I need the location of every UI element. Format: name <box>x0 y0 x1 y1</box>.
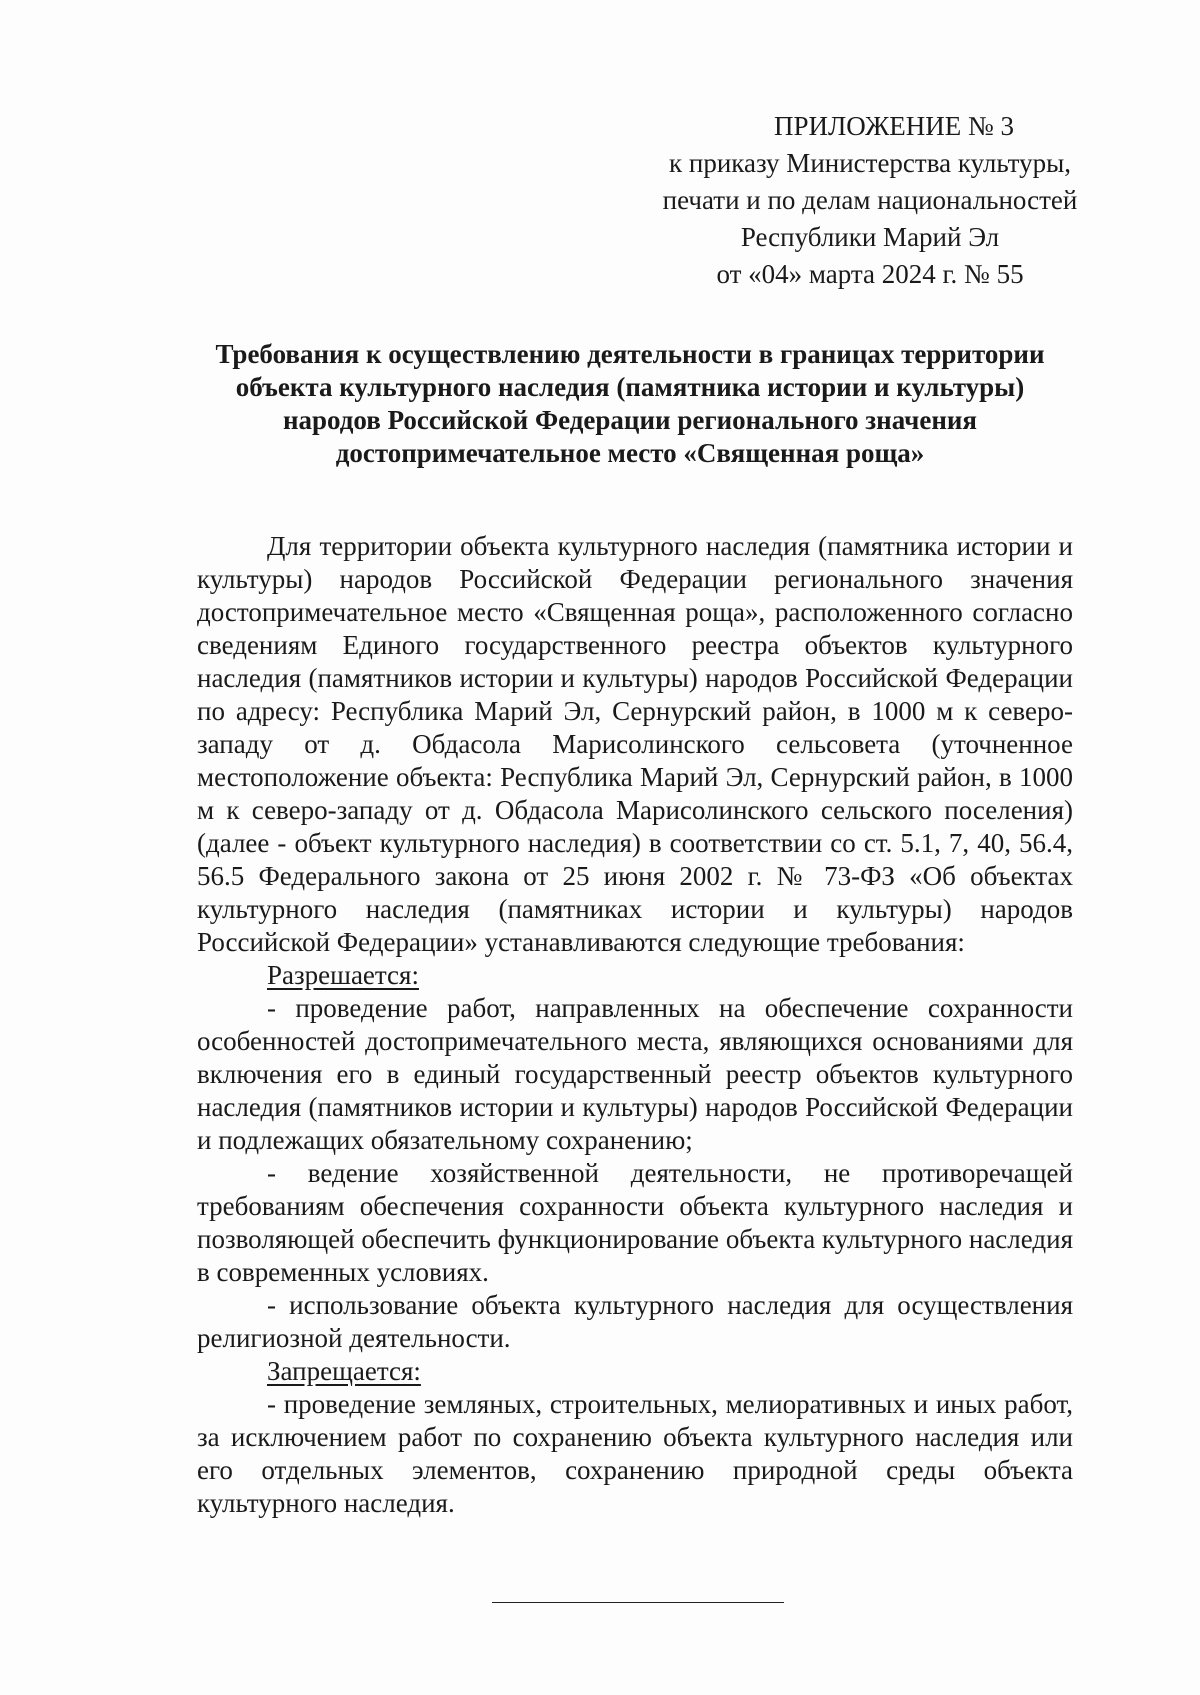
forbidden-heading: Запрещается: <box>267 1356 421 1386</box>
intro-paragraph: Для территории объекта культурного наследия (памятника истории и культуры) народов Российской Федерации регионального значения достопримечательное место «Священная роща», расположенного согласно сведениям Единого государственного реестра объектов культурного наследия (памятников истории и культуры) народов Российской Федерации по адресу: Республика Марий Эл, Сернурский район, в 1000 м к северо-западу от д. Обдасола Марисолинского сельсовета (уточненное местоположение объекта: Республика Марий Эл, Сернурский район, в 1000 м к северо-западу от д. Обдасола Марисолинского сельского поселения) (далее - объект культурного наследия) в соответствии со ст. 5.1, 7, 40, 56.4, 56.5 Федерального закона от 25 июня 2002 г. № 73-ФЗ «Об объектах культурного наследия (памятниках истории и культуры) народов Российской Федерации» устанавливаются следующие требования: <box>197 531 1073 957</box>
document-title-line-3: народов Российской Федерации регионального значения <box>282 405 978 435</box>
allowed-item-2: - ведение хозяйственной деятельности, не противоречащей требованиям обеспечения сохранности объекта культурного наследия и позволяющей обеспечить функционирование объекта культурного наследия в современных условиях. <box>197 1158 1073 1287</box>
appendix-header <box>600 108 1140 293</box>
document-title-line-4: достопримечательное место «Священная роща» <box>335 438 925 468</box>
end-separator-line <box>492 1602 784 1603</box>
document-title-line-1: Требования к осуществлению деятельности в границах территории <box>215 339 1045 369</box>
document-title-line-2: объекта культурного наследия (памятника истории и культуры) <box>235 372 1025 402</box>
allowed-heading: Разрешается: <box>267 960 419 990</box>
appendix-title: ПРИЛОЖЕНИЕ № 3 <box>773 111 1015 141</box>
allowed-item-3: - использование объекта культурного наследия для осуществления религиозной деятельности. <box>197 1290 1073 1353</box>
appendix-line-4: от «04» марта 2024 г. № 55 <box>716 259 1024 289</box>
allowed-item-1: - проведение работ, направленных на обеспечение сохранности особенностей достопримечательного места, являющихся основаниями для включения его в единый государственный реестр объектов культурного наследия (памятников истории и культуры) народов Российской Федерации и подлежащих обязательному сохранению; <box>197 993 1073 1155</box>
forbidden-item-1: - проведение земляных, строительных, мелиоративных и иных работ, за исключением работ по сохранению объекта культурного наследия или его отдельных элементов, сохранению природной среды объекта культурного наследия. <box>197 1389 1073 1518</box>
appendix-line-2: печати и по делам национальностей <box>662 185 1078 215</box>
appendix-line-1: к приказу Министерства культуры, <box>669 148 1071 178</box>
document-body <box>197 530 1073 1520</box>
document-title <box>180 338 1080 470</box>
appendix-line-3: Республики Марий Эл <box>740 222 1000 252</box>
